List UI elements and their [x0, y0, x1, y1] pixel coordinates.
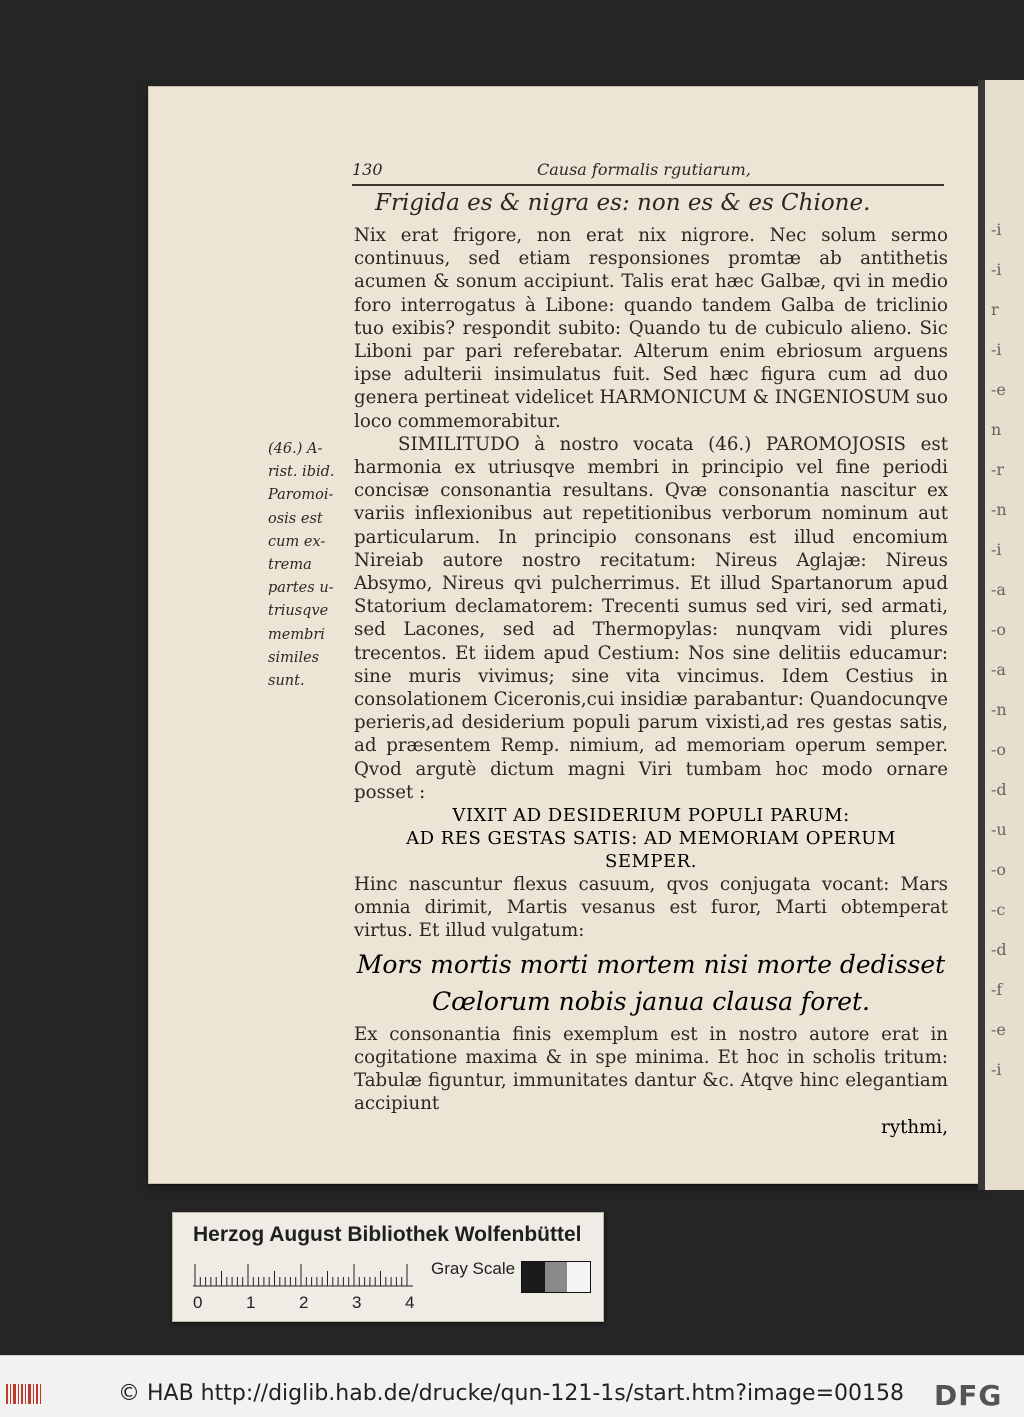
- ruler-number: 3: [352, 1293, 362, 1312]
- marginal-note-line: (46.) A-: [268, 441, 323, 457]
- paragraph-1: Nix erat frigore, non erat nix nigrore. Nec solum sermo continuus, sed etiam responsiones promtæ ab antithetis acumen & sonum accipiunt. Talis erat hæc Galbæ, qvi in medio foro interrogatus à Libone: quando tandem Galba de triclinio tuo exibis? respondit subito: Quando tu de cubiculo alieno. Sic Liboni par pari referebatar. Alterum enim ebriosum arguens ipse adulterii insimulatus fuit. Sed hæc figura cum ad duo genera pertineat videlicet HARMONICUM & INGENIOSUM suo loco commemorabitur.: [354, 225, 948, 432]
- marginal-note-line: osis est: [268, 510, 323, 527]
- facing-page-fragment: -e: [991, 1020, 1006, 1039]
- facing-page-fragment: -d: [991, 780, 1007, 799]
- facing-page-fragment: -r: [991, 460, 1005, 479]
- facing-page-fragment: -a: [991, 660, 1006, 679]
- catchword: rythmi,: [881, 1116, 948, 1138]
- ruler-number: 2: [299, 1293, 309, 1312]
- facing-page-fragment: n: [991, 420, 1002, 439]
- marginal-note-line: triusqve: [268, 603, 329, 620]
- marginal-note-line: cum ex-: [268, 533, 326, 550]
- ruler-scale: [193, 1259, 413, 1287]
- swatch-gray: [545, 1262, 568, 1292]
- facing-page-fragment: -e: [991, 380, 1006, 399]
- facing-page-fragment: r: [991, 300, 999, 319]
- facing-page-fragment: -i: [991, 1060, 1002, 1079]
- epitaph-line-2: AD RES GESTAS SATIS: AD MEMORIAM OPERUM: [406, 828, 896, 850]
- marginal-note-line: sunt.: [268, 673, 305, 690]
- epitaph-line-3: SEMPER.: [605, 851, 697, 873]
- facing-page-fragment: -i: [991, 220, 1002, 239]
- ruler-numbers: [189, 1293, 429, 1315]
- facing-page-fragment: -n: [991, 700, 1007, 719]
- facing-page-edge: [985, 80, 1024, 1190]
- marginal-note-line: trema: [268, 557, 312, 574]
- marginal-note-line: membri: [268, 626, 325, 643]
- gray-swatches: [521, 1261, 591, 1293]
- ruler-number: 1: [246, 1293, 256, 1312]
- epitaph-line-1: VIXIT AD DESIDERIUM POPULI PARUM:: [452, 805, 850, 827]
- paragraph-2: SIMILITUDO à nostro vocata (46.) PAROMOJOSIS est harmonia ex utriusqve membri in principio vel fine periodi concisæ consonantia resultans. Qvæ consonantia nascitur ex variis inflexionibus aut repetitionibus verborum nominum aut particularum. In principio consonans est illud encomium Nireiab autore nostro recitatum: Nireus Aglajæ: Nireus Absymo, Nireus qvi pulcherrimus. Et illud Spartanorum apud Statorium declamatorem: Trecenti sumus sed viri, sed armati, sed Lacones, sed ad Thermopylas: nunqvam vidi plures trecentos. Et iidem apud Cestium: Nos sine delitiis educamur: sine muris vivimus; sine vita vincimus. Idem Cestius in consolationem Ciceronis,cui insidiæ parabantur: Quandocunqve perieris,ad desiderium populi parum vixisti,ad res gestas satis, ad præsentem Remp. nimium, ad memoriam operum semper. Qvod argutè dictum magni Viri tumbam hoc modo ornare posset :: [354, 433, 948, 803]
- paragraph-3: Hinc nascuntur flexus casuum, qvos conjugata vocant: Mars omnia dirimit, Martis vesanus est furor, Marti obtemperat virtus. Et illud vulgatum:: [354, 874, 948, 942]
- facing-page-fragment: -u: [991, 820, 1007, 839]
- paragraph-4: Ex consonantia finis exemplum est in nostro autore erat in cogitatione maxima & in spe minima. Et hoc in scholis tritum: Tabulæ figuntur, immunitates dantur &c. Atqve hinc elegantiam accipiunt: [354, 1023, 948, 1115]
- facing-page-fragment: -c: [991, 900, 1006, 919]
- facing-page-fragment: -o: [991, 860, 1007, 879]
- facing-page-fragment: -o: [991, 740, 1007, 759]
- running-head: Causa formalis rgutiarum,: [537, 160, 751, 179]
- facing-page-fragment: -a: [991, 580, 1006, 599]
- page-header: [352, 160, 942, 182]
- marginal-note: [268, 438, 348, 693]
- verse-heading: Frigida es & nigra es: non es & es Chione.: [375, 190, 871, 216]
- facing-page-fragment: -f: [991, 980, 1003, 999]
- header-rule: [352, 184, 944, 186]
- couplet-line-1: Mors mortis morti mortem nisi morte dedisset: [356, 949, 946, 979]
- couplet-line-2: Cœlorum nobis janua clausa foret.: [432, 986, 870, 1016]
- facing-page-fragment: -i: [991, 340, 1002, 359]
- page-number: 130: [352, 160, 383, 179]
- swatch-white: [567, 1262, 590, 1292]
- marginal-note-line: partes u-: [268, 580, 334, 597]
- gray-scale-label: Gray Scale: [431, 1259, 516, 1278]
- marginal-note-line: Paromoi-: [268, 487, 334, 504]
- ruler-number: 0: [193, 1293, 203, 1312]
- book-gutter: [978, 80, 985, 1190]
- copyright-url[interactable]: © HAB http://diglib.hab.de/drucke/qun-121-1s/start.htm?image=00158: [118, 1381, 904, 1406]
- main-text: [354, 224, 948, 1139]
- swatch-black: [522, 1262, 545, 1292]
- facing-page-fragment: -d: [991, 940, 1007, 959]
- facing-page-fragment: -i: [991, 260, 1002, 279]
- facing-page-fragment: -n: [991, 500, 1007, 519]
- facing-page-fragment: -o: [991, 620, 1007, 639]
- color-scale-card: [172, 1212, 604, 1322]
- facing-page-fragment: -i: [991, 540, 1002, 559]
- marginal-note-line: rist. ibid.: [268, 464, 335, 481]
- marginal-note-line: similes: [268, 649, 320, 666]
- library-name: Herzog August Bibliothek Wolfenbüttel: [193, 1223, 582, 1246]
- dfg-logo: DFG: [934, 1379, 1003, 1412]
- barcode-icon: [6, 1382, 42, 1406]
- ruler-number: 4: [405, 1293, 415, 1312]
